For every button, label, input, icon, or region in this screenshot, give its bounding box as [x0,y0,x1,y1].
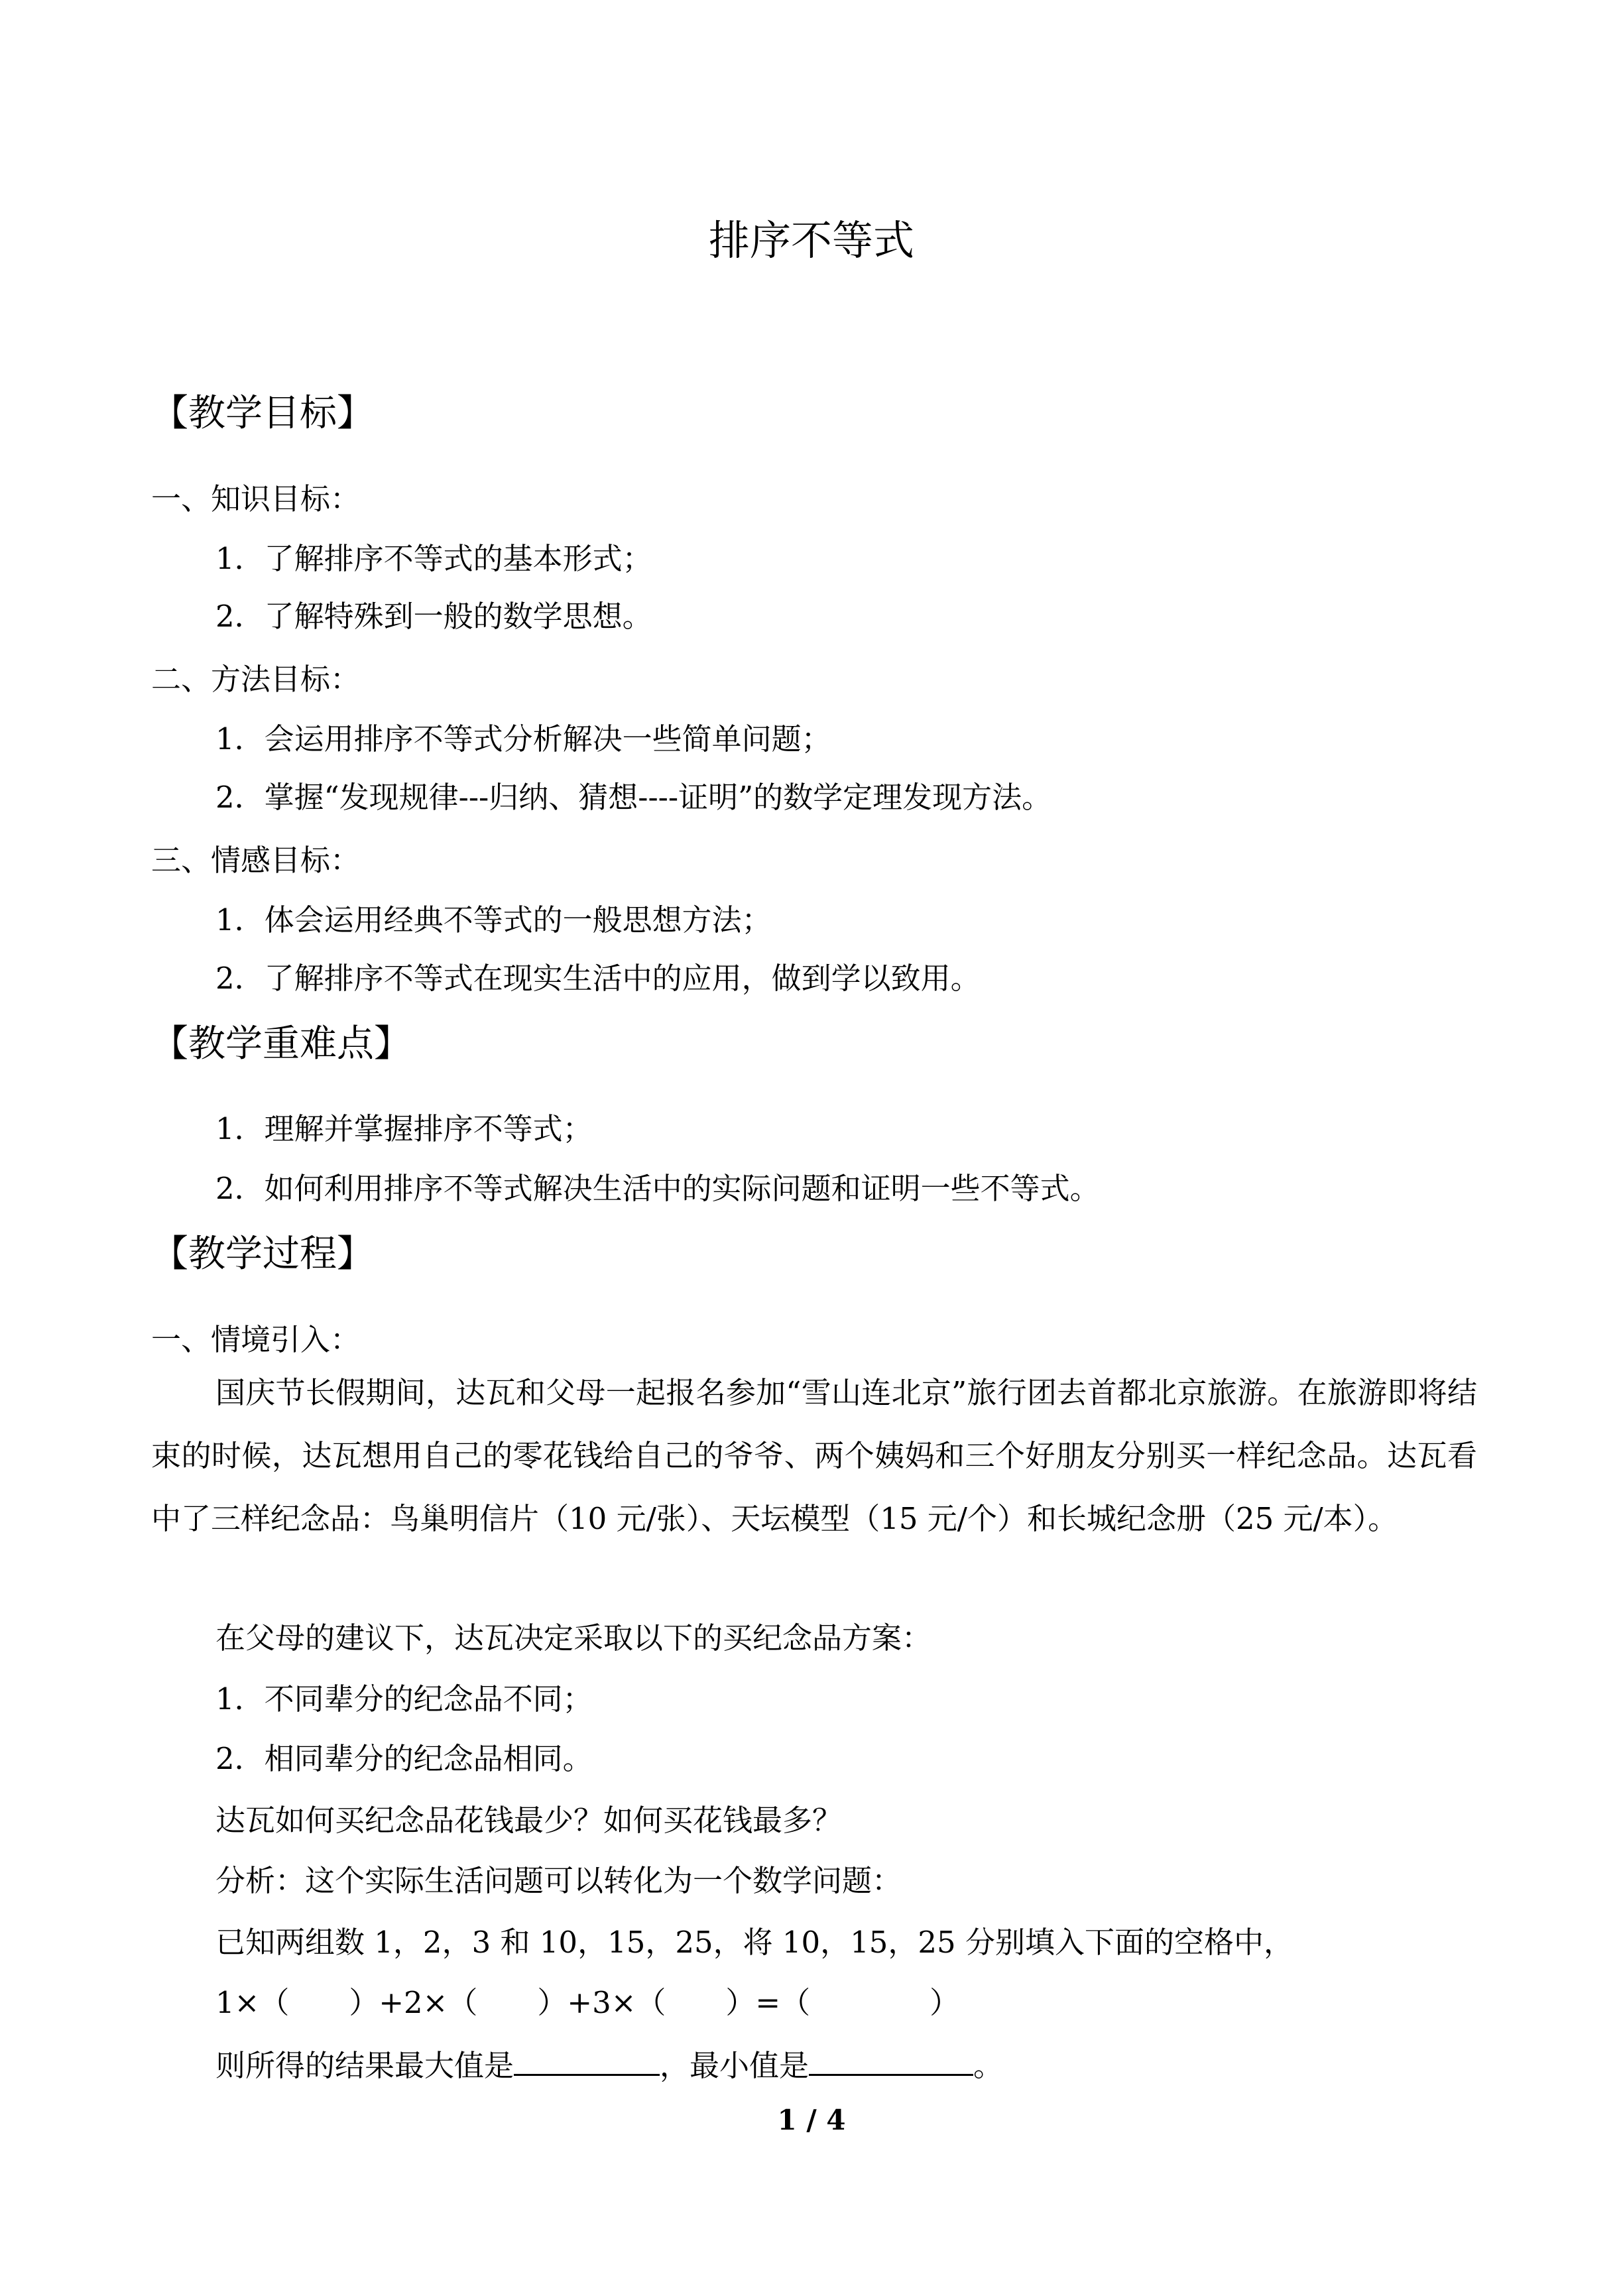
analysis-line: 分析：这个实际生活问题可以转化为一个数学问题： [215,1863,902,1898]
max-value-blank [514,2042,660,2076]
plan-item-1: 1．不同辈分的纪念品不同； [215,1681,593,1717]
result-line [215,2042,1003,2088]
intro-paragraph: 国庆节长假期间，达瓦和父母一起报名参加“雪山连北京”旅行团去首都北京旅游。在旅游即将结束的时候，达瓦想用自己的零花钱给自己的爷爷、两个姨妈和三个好朋友分别买一样纪念品。达瓦看中了三样纪念品：鸟巢明信片（10 元/张）、天坛模型（15 元/个）和长城纪念册（25 元/本）。 [151,1375,1477,1536]
heading-objectives: 【教学目标】 [151,392,374,435]
keypoint-item-1: 1．理解并掌握排序不等式； [215,1111,593,1146]
knowledge-item-1: 1．了解排序不等式的基本形式； [215,541,652,576]
result-suffix: 。 [973,2048,1004,2083]
question-line: 达瓦如何买纪念品花钱最少？如何买花钱最多？ [215,1803,843,1838]
emotion-item-1: 1．体会运用经典不等式的一般思想方法； [215,902,772,937]
emotion-item-2: 2．了解排序不等式在现实生活中的应用，做到学以致用。 [215,961,981,996]
given-numbers-line: 已知两组数 1，2，3 和 10，15，25，将 10，15，25 分别填入下面的空格中， [215,1925,1293,1960]
intro-label: 一、情境引入： [151,1322,361,1357]
result-prefix: 则所得的结果最大值是 [215,2048,514,2083]
formula-line: 1×（ ）+2×（ ）+3×（ ）=（ ） [215,1985,960,2020]
method-item-1: 1．会运用排序不等式分析解决一些简单问题； [215,721,831,756]
plan-intro: 在父母的建议下，达瓦决定采取以下的买纪念品方案： [215,1620,932,1656]
min-value-blank [809,2042,973,2076]
emotion-label: 三、情感目标： [151,843,361,878]
page-number: 1 / 4 [777,2104,846,2136]
result-mid: ，最小值是 [660,2048,810,2083]
heading-keypoints: 【教学重难点】 [151,1022,411,1065]
page-title: 排序不等式 [708,216,914,265]
plan-item-2: 2．相同辈分的纪念品相同。 [215,1741,593,1776]
keypoint-item-2: 2．如何利用排序不等式解决生活中的实际问题和证明一些不等式。 [215,1171,1100,1206]
heading-process: 【教学过程】 [151,1233,374,1276]
method-item-2: 2．掌握“发现规律---归纳、猜想----证明”的数学定理发现方法。 [215,780,1052,815]
knowledge-item-2: 2．了解特殊到一般的数学思想。 [215,599,652,634]
method-label: 二、方法目标： [151,662,361,697]
knowledge-label: 一、知识目标： [151,481,361,516]
